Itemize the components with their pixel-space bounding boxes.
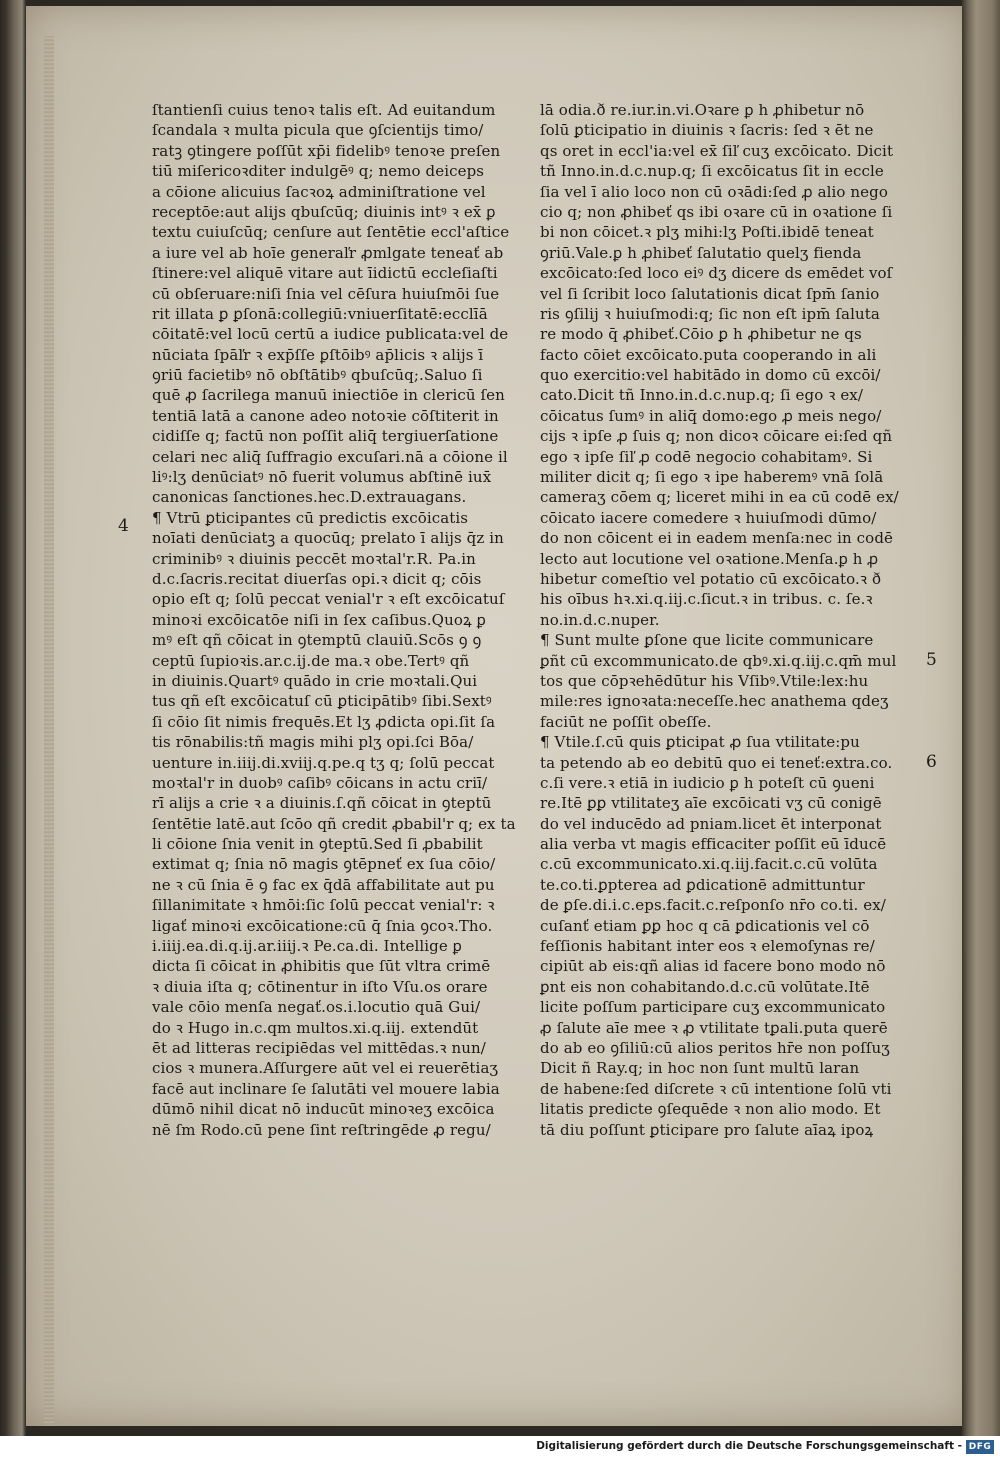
text-line: tiū miſericoꝛditer indulgēꝰ q; nemo deiceps [152, 162, 485, 181]
text-line: qs oret in eccl'ia:vel ex̄ ſiľ cuʒ excōicato. Dicit [540, 141, 894, 160]
text-line: cios ꝛ munera.Aſſurgere aūt vel ei reuerētiaʒ [152, 1059, 499, 1078]
text-line: feſſionis habitant inter eos ꝛ elemoſynas re/ [540, 937, 875, 956]
text-line: ꝑñt cū excommunicato.de qbꝰ.xi.q.iij.c.qm̄ mul [540, 651, 897, 670]
text-line: rit illata ꝑ ꝑſonā:collegiū:vniuerſitatē:ecclīā [152, 304, 488, 323]
text-line: faciūt ne poſſit obeſſe. [540, 712, 712, 731]
text-line: lā odia.ð re.iur.in.vi.Oꝛare ꝑ h ꝓhibetur nō [540, 101, 865, 119]
text-line: ligať minoꝛi excōicatione:cū q̄ ſnia ꝯcoꝛ.Tho. [152, 916, 493, 935]
text-line: extimat q; ſnia nō magis ꝯtēpneť ex ſua cōio/ [152, 855, 496, 874]
text-line: cū obſeruare:niſi ſnia vel cēſura huiuſmōi ſue [152, 284, 500, 303]
text-line: cio q; non ꝓhibeť qs ibi oꝛare cū in oꝛatione ſi [540, 202, 893, 221]
text-line: li cōione ſnia venit in ꝯteptū.Sed ſi ꝓbabilit [152, 835, 483, 854]
text-line: cōicatus ſumꝰ in aliq̄ domo:ego ꝓ meis nego/ [540, 406, 882, 425]
text-line: ſi cōio ſit nimis frequēs.Et lʒ ꝓdicta opi.ſit ſa [152, 712, 496, 731]
text-line: militer dicit q; ſi ego ꝛ ipe haberemꝰ vnā ſolā [540, 468, 884, 487]
right-text-column [540, 100, 922, 1140]
text-line: dicta ſi cōicat in ꝓhibitis que ſūt vltra crimē [152, 957, 491, 976]
text-line: cuſanť etiam ꝑꝑ hoc q cā ꝑdicationis vel cō [540, 916, 870, 935]
text-line: re modo q̄ ꝓhibeť.Cōio ꝑ h ꝓhibetur ne qs [540, 325, 862, 344]
text-line: ꝛ diuia iſta q; cōtinentur in iſto Vſu.os orare [152, 977, 488, 996]
text-line: opio eſt q; ſolū peccat venial'r ꝛ eſt excōicatuſ [152, 590, 505, 609]
text-line: ¶ Vtile.ſ.cū quis ꝑticipat ꝓ ſua vtilitate:pu [540, 733, 860, 752]
text-line: rī alijs a crie ꝛ a diuinis.ſ.qñ cōicat in ꝯteptū [152, 794, 492, 813]
page-edge-stack [44, 36, 54, 1426]
text-line: a iure vel ab hoīe generaľr ꝓmlgate teneať ab [152, 243, 504, 262]
margin-number-5: 5 [926, 650, 937, 670]
text-line: ſtinere:vel aliquē vitare aut īidictū eccleſiaſti [152, 264, 498, 283]
text-line: vel ſi ſcribit loco ſalutationis dicat ſpm̄ ſanio [540, 284, 880, 303]
text-line: ſolū ꝑticipatio in diuinis ꝛ ſacris: ſed ꝛ ēt ne [540, 121, 874, 140]
text-line: ſillanimitate ꝛ hmōi:ſic ſolū peccat venial'r: ꝛ [152, 896, 495, 915]
text-line: ratꝫ ꝯtingere poſſūt xp̄i fidelibꝰ tenoꝛe preſen [152, 141, 501, 160]
text-line: mꝰ eſt qñ cōicat in ꝯtemptū clauiū.Scōs ꝯ ꝯ [152, 631, 482, 650]
text-line: cōicato iacere comedere ꝛ huiuſmodi dūmo/ [540, 508, 877, 527]
text-line: do non cōicent ei in eadem menſa:nec in codē [540, 529, 893, 548]
dfg-logo: DFG [966, 1440, 994, 1454]
text-line: ne ꝛ cū ſnia ē ꝯ fac ex q̄dā affabilitate aut pu [152, 875, 495, 894]
text-line: tis rōnabilis:tñ magis mihi plʒ opi.ſci Bōa/ [152, 733, 474, 752]
text-line: liꝰ:lʒ denūciatꝰ nō fuerit volumus abſtinē iux̄ [152, 468, 492, 487]
left-text-column [152, 100, 528, 1140]
text-line: tñ Inno.in.d.c.nup.q; ſi excōicatus ſit in eccle [540, 162, 884, 181]
text-line: ꝓ ſalute aīe mee ꝛ ꝓ vtilitate tꝑali.puta querē [540, 1018, 888, 1037]
text-line: bi non cōicet.ꝛ plʒ mihi:lʒ Poſti.ibidē teneat [540, 223, 874, 242]
text-line: moꝛtal'r in duobꝰ caſibꝰ cōicans in actu criī/ [152, 773, 488, 792]
text-line: receptōe:aut alijs qbuſcūq; diuinis intꝰ ꝛ ex̄ ꝑ [152, 202, 496, 221]
text-line: do ꝛ Hugo in.c.qm multos.xi.q.iij. extendūt [152, 1018, 479, 1037]
footer-credit-text: Digitalisierung gefördert durch die Deutsche Forschungsgemeinschaft - [536, 1440, 962, 1452]
text-line: nūciata ſpāľr ꝛ exp̄ſſe ꝑſtōibꝰ ap̄licis ꝛ alijs ī [152, 345, 484, 364]
text-line: cato.Dicit tñ Inno.in.d.c.nup.q; ſi ego ꝛ ex/ [540, 386, 864, 405]
text-line: c.cū excommunicato.xi.q.iij.facit.c.cū volūta [540, 855, 878, 874]
text-line: do vel inducēdo ad pniam.licet ēt interponat [540, 814, 882, 833]
text-line: his oībus hꝛ.xi.q.iij.c.ſicut.ꝛ in tribus. c. ſe.ꝛ [540, 590, 873, 609]
text-line: vale cōio menſa negať.os.i.locutio quā Gui/ [152, 998, 481, 1017]
text-line: de habene:ſed diſcrete ꝛ cū intentione ſolū vti [540, 1079, 892, 1098]
text-line: cameraʒ cōem q; liceret mihi in ea cū codē ex/ [540, 488, 899, 507]
text-line: quē ꝓ ſacrilega manuū iniectiōe in clericū ſen [152, 386, 505, 405]
text-line: te.co.ti.ꝑpterea ad ꝑdicationē admittuntur [540, 875, 865, 894]
text-line: criminibꝰ ꝛ diuinis peccēt moꝛtal'r.R. Pa.in [152, 549, 476, 568]
text-line: tā diu poſſunt ꝑticipare pro ſalute aīaꝝ ipoꝝ [540, 1120, 874, 1139]
text-line: a cōione alicuius ſacꝛoꝝ adminiſtratione vel [152, 182, 486, 201]
footer-bar [0, 1436, 1000, 1458]
text-line: cijs ꝛ ipſe ꝓ ſuis q; non dicoꝛ cōicare ei:ſed qñ [540, 427, 893, 446]
text-line: hibetur comeſtio vel potatio cū excōicato.ꝛ ð [540, 569, 882, 588]
text-line: cidiſſe q; factū non poſſit aliq̄ tergiuerſatione [152, 427, 499, 446]
text-line: re.Itē ꝑꝑ vtilitateʒ aīe excōicati vʒ cū conigē [540, 794, 882, 813]
text-line: quo exercitio:vel habitādo in domo cū excōi/ [540, 366, 881, 385]
text-line: ris ꝯſilij ꝛ huiuſmodi:q; ſic non eſt ipm̄ ſaluta [540, 304, 880, 323]
text-line: cipiūt ab eis:qñ alias id facere bono modo nō [540, 957, 886, 976]
text-line: ¶ Vtrū ꝑticipantes cū predictis excōicatis [152, 508, 469, 527]
text-line: ta petendo ab eo debitū quo ei teneť:extra.co. [540, 753, 893, 772]
text-line: minoꝛi excōicatōe niſi in ſex caſibus.Quoꝝ ꝑ [152, 610, 486, 629]
text-line: ꝑnt eis non cohabitando.d.c.cū volūtate.Itē [540, 977, 870, 996]
facing-page-edge [962, 0, 1000, 1436]
text-line: dūmō nihil dicat nō inducūt minoꝛeʒ excōica [152, 1100, 495, 1119]
text-line: cōitatē:vel locū certū a iudice publicata:vel de [152, 325, 509, 344]
margin-number-6: 6 [926, 752, 937, 772]
text-line: ¶ Sunt multe ꝑſone que licite communicare [540, 631, 874, 650]
text-line: licite poſſum participare cuʒ excommunicato [540, 998, 886, 1017]
text-line: alia verba vt magis efficaciter poſſit eū īducē [540, 835, 887, 854]
text-line: in diuinis.Quartꝰ quādo in crie moꝛtali.Qui [152, 671, 478, 690]
text-line: noīati denūciatꝫ a quocūq; prelato ī alijs q̄z in [152, 529, 504, 548]
text-line: celari nec aliq̄ ſuffragio excuſari.nā a cōione il [152, 447, 508, 466]
text-line: nē ſm Rodo.cū pene ſint reſtringēde ꝓ regu/ [152, 1120, 491, 1139]
text-line: ceptū ſupioꝛis.ar.c.ij.de ma.ꝛ obe.Tertꝰ qñ [152, 651, 470, 670]
text-line: ſcandala ꝛ multa picula que ꝯſcientijs timo/ [152, 121, 484, 140]
text-line: ſia vel ī alio loco non cū oꝛādi:ſed ꝓ alio nego [540, 182, 888, 201]
text-line: uenture in.iiij.di.xviij.q.pe.q tʒ q; ſolū peccat [152, 753, 495, 772]
text-line: i.iiij.ea.di.q.ij.ar.iiij.ꝛ Pe.ca.di. Intellige ꝑ [152, 937, 463, 956]
text-line: ego ꝛ ipſe ſiľ ꝓ codē negocio cohabitamꝰ. Si [540, 447, 873, 466]
text-line: tentiā latā a canone adeo notoꝛie cōſtiterit in [152, 406, 499, 425]
text-line: facē aut inclinare ſe ſalutāti vel mouere labia [152, 1079, 500, 1098]
margin-number-4: 4 [118, 516, 129, 536]
text-line: ſtantienſi cuius tenoꝛ talis eſt. Ad euitandum [152, 101, 496, 119]
text-line: do ab eo ꝯſiliū:cū alios peritos hr̄e non poſſuʒ [540, 1038, 890, 1057]
text-line: d.c.ſacris.recitat diuerſas opi.ꝛ dicit q; cōis [152, 569, 482, 588]
text-line: c.ſi vere.ꝛ etiā in iudicio ꝑ h poteſt cū ꝯueni [540, 773, 875, 792]
text-line: textu cuiuſcūq; cenſure aut ſentētie eccl'aſtice [152, 223, 510, 242]
text-line: canonicas ſanctiones.hec.D.extrauagans. [152, 488, 467, 507]
text-line: ēt ad litteras recipiēdas vel mittēdas.ꝛ nun/ [152, 1038, 486, 1057]
text-line: de ꝑſe.di.i.c.eps.facit.c.reſponſo nr̄o co.ti. ex/ [540, 896, 886, 915]
text-line: tus qñ eſt excōicatuſ cū ꝑticipātibꝰ ſibi.Sextꝰ [152, 692, 492, 711]
text-line: facto cōiet excōicato.puta cooperando in ali [540, 345, 877, 364]
text-line: ꝯriū facietibꝰ nō obſtātibꝰ qbuſcūq;.Saluo ſi [152, 366, 483, 385]
text-line: litatis predicte ꝯſequēde ꝛ non alio modo. Et [540, 1100, 881, 1119]
text-line: Dicit ñ Ray.q; in hoc non ſunt multū laran [540, 1059, 860, 1078]
text-line: no.in.d.c.nuper. [540, 610, 660, 629]
text-line: mile:res ignoꝛata:neceſſe.hec anathema qdeʒ [540, 692, 889, 711]
text-line: ꝯriū.Vale.ꝑ h ꝓhibeť ſalutatio quelʒ fienda [540, 243, 862, 262]
text-line: tos que cōpꝛehēdūtur his Vſibꝰ.Vtile:lex:hu [540, 671, 869, 690]
text-line: lecto aut locutione vel oꝛatione.Menſa.ꝑ h ꝓ [540, 549, 879, 568]
text-line: excōicato:ſed loco eiꝰ dʒ dicere ds emēdet voſ [540, 264, 893, 283]
text-line: ſentētie latē.aut ſcōo qñ credit ꝓbabil'r q; ex ta [152, 814, 516, 833]
